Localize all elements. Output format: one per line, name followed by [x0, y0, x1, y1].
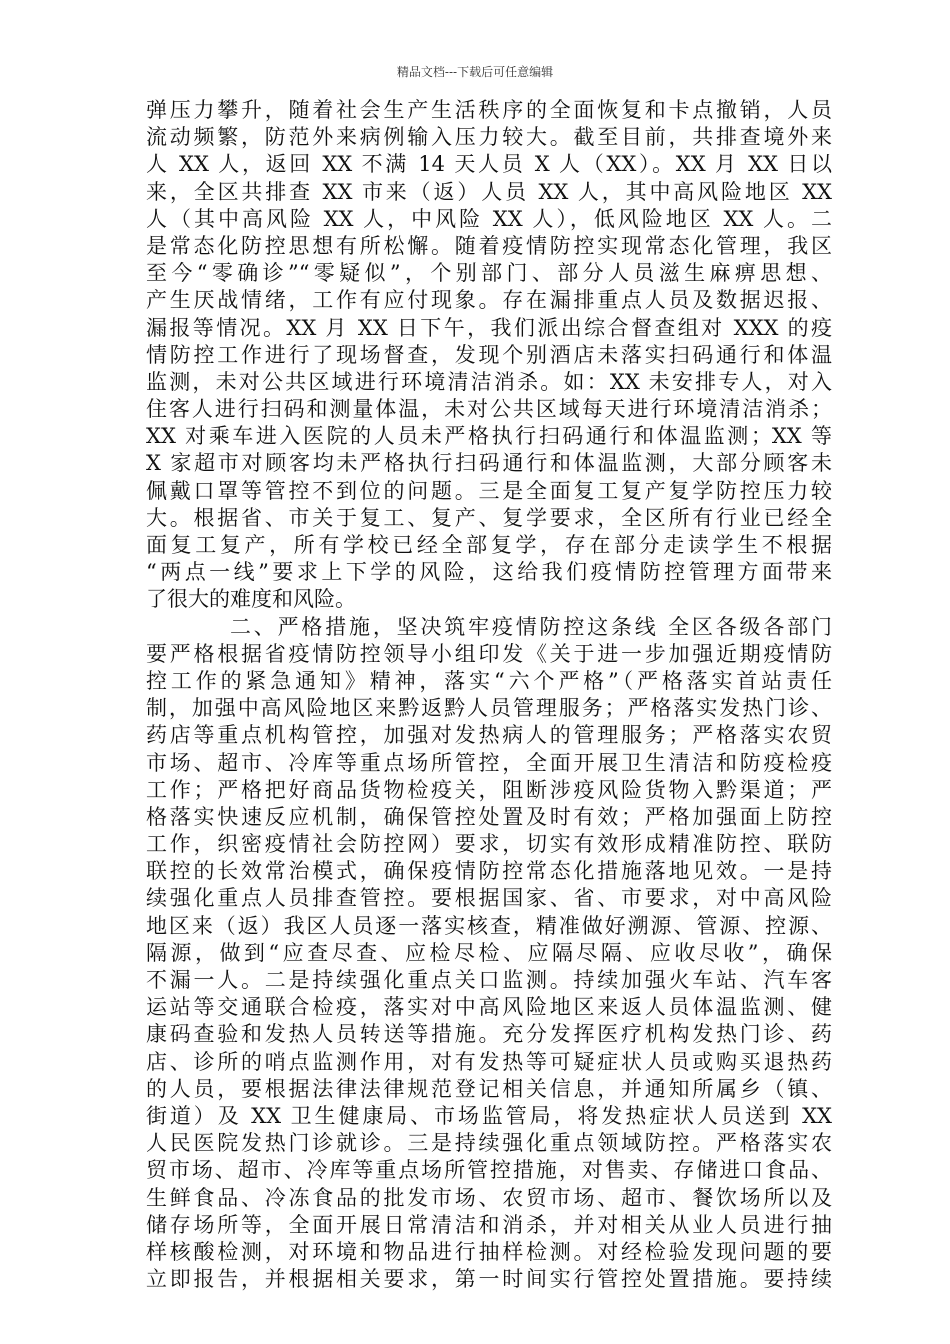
page-header: 精品文档---下载后可任意编辑 — [396, 65, 554, 79]
text-line: 运站等交通联合检疫，落实对中高风险地区来返人员体温监测、健 — [146, 995, 832, 1020]
text-line: 立即报告，并根据相关要求，第一时间实行管控处置措施。要持续 — [146, 1267, 832, 1292]
text-line: 情防控工作进行了现场督查，发现个别酒店未落实扫码通行和体温 — [146, 342, 832, 367]
text-line: 地区来（返）我区人员逐一落实核查，精准做好溯源、管源、控源、 — [146, 913, 832, 938]
text-line: 至今“零确诊”“零疑似”，个别部门、部分人员滋生麻痹思想、 — [146, 261, 832, 286]
text-line: 联控的长效常治模式，确保疫情防控常态化措施落地见效。一是持 — [146, 859, 832, 884]
text-line: 工作；严格把好商品货物检疫关，阻断涉疫风险货物入黔渠道；严 — [146, 777, 832, 802]
text-line: 续强化重点人员排查管控。要根据国家、省、市要求，对中高风险 — [146, 886, 832, 911]
text-line: 工作，织密疫情社会防控网）要求，切实有效形成精准防控、联防 — [146, 832, 832, 857]
text-line: 面复工复产，所有学校已经全部复学，存在部分走读学生不根据 — [146, 533, 832, 557]
text-line: 了很大的难度和风险。 — [146, 587, 356, 612]
document-body — [146, 97, 832, 1293]
text-line: 储存场所等，全面开展日常清洁和消杀，并对相关从业人员进行抽 — [146, 1212, 832, 1237]
text-line: 漏报等情况。XX 月 XX 日下午，我们派出综合督查组对 XXX 的疫 — [146, 315, 832, 340]
text-line: 贸市场、超市、冷库等重点场所管控措施，对售卖、存储进口食品、 — [146, 1158, 832, 1183]
text-line: XX 对乘车进入医院的人员未严格执行扫码通行和体温监测；XX 等 — [146, 424, 832, 449]
text-line: 格落实快速反应机制，确保管控处置及时有效；严格加强面上防控 — [146, 804, 832, 829]
text-line: 产生厌战情绪，工作有应付现象。存在漏排重点人员及数据迟报、 — [146, 288, 832, 313]
text-line: X 家超市对顾客均未严格执行扫码通行和体温监测，大部分顾客未 — [146, 451, 832, 476]
text-line: 来，全区共排查 XX 市来（返）人员 XX 人，其中高风险地区 XX — [146, 179, 832, 204]
text-line: 是常态化防控思想有所松懈。随着疫情防控实现常态化管理，我区 — [146, 233, 832, 258]
text-line: 人（其中高风险 XX 人，中风险 XX 人），低风险地区 XX 人。二 — [146, 206, 832, 231]
text-line: 的人员，要根据法律法律规范登记相关信息，并通知所属乡（镇、 — [146, 1076, 832, 1101]
text-line: 人民医院发热门诊就诊。三是持续强化重点领域防控。严格落实农 — [146, 1131, 832, 1156]
text-line: 不漏一人。二是持续强化重点关口监测。持续加强火车站、汽车客 — [146, 968, 832, 992]
text-line: 要严格根据省疫情防控领导小组印发《关于进一步加强近期疫情防 — [146, 641, 832, 666]
paragraph — [146, 614, 832, 1294]
text-line: 市场、超市、冷库等重点场所管控，全面开展卫生清洁和防疫检疫 — [146, 750, 832, 775]
text-line: 佩戴口罩等管控不到位的问题。三是全面复工复产复学防控压力较 — [146, 478, 832, 503]
text-line: 控工作的紧急通知》精神，落实“六个严格”（严格落实首站责任 — [146, 668, 832, 693]
text-line: 二、严格措施，坚决筑牢疫情防控这条线 全区各级各部门 — [230, 614, 832, 639]
text-line: 住客人进行扫码和测量体温，未对公共区域每天进行环境清洁消杀； — [146, 397, 832, 422]
text-line: 流动频繁，防范外来病例输入压力较大。截至目前，共排查境外来 — [146, 125, 832, 150]
text-line: “两点一线”要求上下学的风险，这给我们疫情防控管理方面带来 — [146, 560, 832, 585]
text-line: 生鲜食品、冷冻食品的批发市场、农贸市场、超市、餐饮场所以及 — [146, 1185, 832, 1210]
text-line: 制，加强中高风险地区来黔返黔人员管理服务；严格落实发热门诊、 — [146, 696, 832, 721]
text-line: 大。根据省、市关于复工、复产、复学要求，全区所有行业已经全 — [146, 505, 832, 530]
paragraph — [146, 97, 832, 614]
text-line: 监测，未对公共区域进行环境清洁消杀。如：XX 未安排专人，对入 — [146, 369, 832, 394]
text-line: 街道）及 XX 卫生健康局、市场监管局，将发热症状人员送到 XX — [146, 1103, 832, 1128]
text-line: 店、诊所的哨点监测作用，对有发热等可疑症状人员或购买退热药 — [146, 1049, 832, 1074]
text-line: 隔源，做到“应查尽查、应检尽检、应隔尽隔、应收尽收”，确保 — [146, 940, 832, 965]
text-line: 康码查验和发热人员转送等措施。充分发挥医疗机构发热门诊、药 — [146, 1022, 832, 1047]
text-line: 样核酸检测，对环境和物品进行抽样检测。对经检验发现问题的要 — [146, 1239, 832, 1264]
text-line: 人 XX 人，返回 XX 不满 14 天人员 X 人（XX）。XX 月 XX 日以 — [146, 152, 832, 177]
text-line: 药店等重点机构管控，加强对发热病人的管理服务；严格落实农贸 — [146, 723, 832, 748]
text-line: 弹压力攀升，随着社会生产生活秩序的全面恢复和卡点撤销，人员 — [146, 98, 832, 122]
